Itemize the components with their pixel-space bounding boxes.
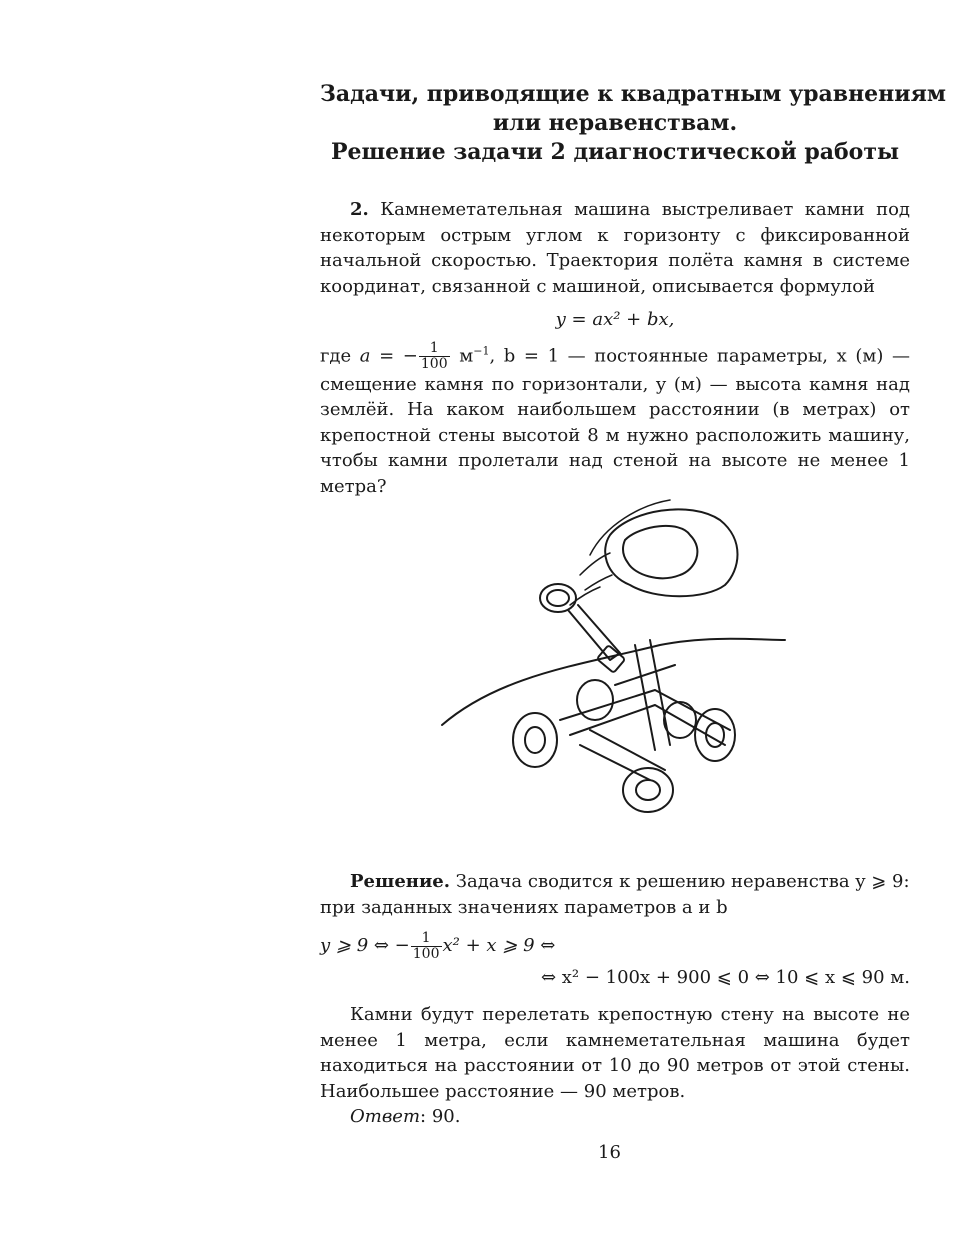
answer-label: Ответ (350, 1106, 421, 1127)
catapult-illustration (440, 495, 790, 815)
page-number (0, 1142, 975, 1163)
conclusion-text: Камни будут перелетать крепостную стену на высоте не менее 1 метра, если камнеметательная машина будет находиться на расстоянии от 10 до 90 метров от этой стены. Наибольшее расстояние — 90 метров. (320, 1004, 910, 1102)
problem-parameters (320, 341, 910, 500)
equation-line-2: ⇔ x² − 100x + 900 ⩽ 0 ⇔ 10 ⩽ x ⩽ 90 м. (540, 967, 910, 988)
title-line-3: Решение задачи 2 диагностической работы (330, 139, 900, 165)
problem-text: Камнеметательная машина выстреливает камни под некоторым острым углом к горизонту с фиксированной начальной скоростью. Траектория полёта камня в системе координат, связанной с машиной, описывается формулой (320, 199, 910, 297)
eq1-left: y ⩾ 9 ⇔ − (320, 935, 410, 956)
ground-line-icon (442, 639, 785, 725)
param-a-fraction (419, 341, 450, 372)
fraction-numerator: 1 (419, 341, 450, 357)
page-title (320, 80, 946, 167)
wheel-icon (695, 709, 735, 761)
param-b-text: , b = 1 — постоянные параметры, x (м) — смещение камня по горизонтали, y (м) — высота камня над землёй. На каком наибольшем расстоянии (в метрах) от крепостной стены высотой 8 м нужно расположить машину, чтобы камни пролетали над стеной на высоте не менее 1 метра? (320, 345, 910, 497)
wheel-icon (513, 713, 557, 767)
problem-number: 2. (350, 199, 369, 220)
units-exponent: −1 (473, 344, 490, 357)
units: м (459, 345, 474, 366)
eq1-denominator: 100 (412, 945, 440, 962)
eq1-fraction (411, 931, 442, 962)
solution-text-2: при заданных значениях параметров a и b (320, 896, 728, 918)
solution-label: Решение. (350, 871, 451, 892)
eq1-numerator: 1 (411, 931, 442, 947)
answer-value: : 90. (420, 1106, 461, 1127)
page-number-text: 16 (598, 1142, 621, 1163)
wheel-icon (623, 768, 673, 812)
stone-icon (605, 509, 737, 596)
title-line-1: Задачи, приводящие к квадратным уравнениям (320, 81, 946, 107)
eq1-right: x² + x ⩾ 9 ⇔ (442, 935, 556, 956)
answer-line (320, 1104, 910, 1130)
where-word: где (320, 345, 352, 366)
problem-statement (320, 197, 910, 299)
param-a-label: a = − (359, 345, 418, 366)
title-line-2: или неравенствам. (492, 110, 738, 136)
fraction-denominator: 100 (420, 355, 448, 372)
solution-intro (320, 869, 910, 895)
catapult-bucket-icon (540, 584, 576, 612)
wheel-icon (577, 680, 613, 720)
solution-text-1: Задача сводится к решению неравенства y ⩾ 9: (450, 871, 910, 892)
trajectory-formula: y = ax² + bx, (555, 309, 675, 330)
equation-line-1 (320, 930, 910, 962)
